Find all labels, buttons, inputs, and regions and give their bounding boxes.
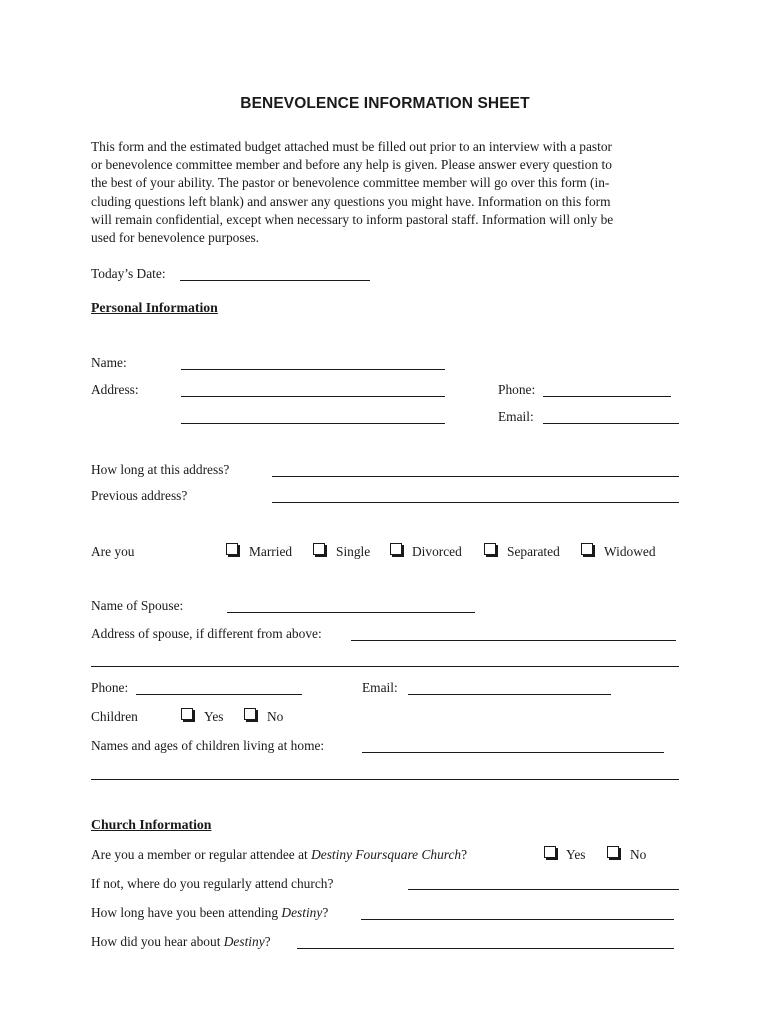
- previous-address-label: Previous address?: [91, 488, 188, 503]
- spouse-email-label: Email:: [362, 680, 398, 695]
- member-yes-label: Yes: [566, 847, 586, 862]
- widowed-checkbox[interactable]: [581, 543, 593, 555]
- email-label: Email:: [498, 409, 534, 424]
- where-attend-field[interactable]: [408, 889, 679, 890]
- member-no-label: No: [630, 847, 647, 862]
- destiny-name: Destiny: [223, 934, 265, 949]
- previous-address-field[interactable]: [272, 502, 679, 503]
- member-no-checkbox[interactable]: [607, 846, 619, 858]
- spouse-phone-field[interactable]: [136, 694, 302, 695]
- separated-checkbox[interactable]: [484, 543, 496, 555]
- how-long-field[interactable]: [272, 476, 679, 477]
- todays-date-field[interactable]: [180, 280, 370, 281]
- divorced-checkbox[interactable]: [390, 543, 402, 555]
- how-long-attending-suffix: ?: [322, 905, 329, 920]
- email-field[interactable]: [543, 423, 679, 424]
- hear-about-prefix: How did you hear about: [91, 934, 224, 949]
- where-attend-label: If not, where do you regularly attend church?: [91, 876, 334, 891]
- intro-line: used for benevolence purposes.: [91, 230, 260, 246]
- single-label: Single: [336, 544, 371, 559]
- member-question-prefix: Are you a member or regular attendee at: [91, 847, 312, 862]
- children-yes-checkbox[interactable]: [181, 708, 193, 720]
- how-long-attending-field[interactable]: [361, 919, 674, 920]
- destiny-name: Destiny: [281, 905, 323, 920]
- children-label: Children: [91, 709, 138, 724]
- intro-line: This form and the estimated budget attached must be filled out prior to an interview with a pastor: [91, 139, 612, 154]
- church-name: Destiny Foursquare Church: [311, 847, 462, 862]
- name-label: Name:: [91, 355, 127, 370]
- member-question: [91, 847, 467, 863]
- intro-line: cluding questions left blank) and answer any questions you might have. Information on this form: [91, 193, 611, 209]
- hear-about-field[interactable]: [297, 948, 674, 949]
- children-no-label: No: [267, 709, 284, 724]
- married-checkbox[interactable]: [226, 543, 238, 555]
- spouse-phone-label: Phone:: [91, 680, 129, 695]
- church-info-heading: Church Information: [91, 817, 212, 832]
- how-long-attending-prefix: How long have you been attending: [91, 905, 282, 920]
- spouse-email-field[interactable]: [408, 694, 611, 695]
- hear-about-question: [91, 934, 271, 950]
- member-question-suffix: ?: [461, 847, 468, 862]
- divorced-label: Divorced: [412, 544, 462, 559]
- intro-line: the best of your ability. The pastor or benevolence committee member will go over this form (in-: [91, 175, 610, 191]
- children-names-field-line-2[interactable]: [91, 779, 679, 780]
- are-you-label: Are you: [91, 544, 135, 559]
- children-names-label: Names and ages of children living at home:: [91, 738, 325, 753]
- how-long-attending-question: [91, 905, 328, 921]
- intro-paragraph: [91, 138, 681, 247]
- children-names-field-line-1[interactable]: [362, 752, 664, 753]
- address-field-line-1[interactable]: [181, 396, 445, 397]
- intro-line: will remain confidential, except when necessary to inform pastoral staff. Information will only be: [91, 211, 614, 227]
- children-no-checkbox[interactable]: [244, 708, 256, 720]
- single-checkbox[interactable]: [313, 543, 325, 555]
- page-title: BENEVOLENCE INFORMATION SHEET: [240, 95, 530, 112]
- member-yes-checkbox[interactable]: [544, 846, 556, 858]
- address-field-line-2[interactable]: [181, 423, 445, 424]
- how-long-label: How long at this address?: [91, 462, 230, 477]
- phone-field[interactable]: [543, 396, 671, 397]
- spouse-address-label: Address of spouse, if different from above:: [91, 626, 322, 641]
- personal-info-heading: Personal Information: [91, 300, 218, 315]
- address-label: Address:: [91, 382, 139, 397]
- widowed-label: Widowed: [604, 544, 656, 559]
- spouse-address-field-line-1[interactable]: [351, 640, 676, 641]
- children-yes-label: Yes: [204, 709, 224, 724]
- spouse-name-field[interactable]: [227, 612, 475, 613]
- phone-label: Phone:: [498, 382, 536, 397]
- married-label: Married: [249, 544, 293, 559]
- name-field[interactable]: [181, 369, 445, 370]
- intro-line: or benevolence committee member and before any help is given. Please answer every question to: [91, 157, 612, 173]
- spouse-name-label: Name of Spouse:: [91, 598, 184, 613]
- spouse-address-field-line-2[interactable]: [91, 666, 679, 667]
- hear-about-suffix: ?: [264, 934, 271, 949]
- todays-date-label: Today’s Date:: [91, 266, 166, 281]
- separated-label: Separated: [507, 544, 560, 559]
